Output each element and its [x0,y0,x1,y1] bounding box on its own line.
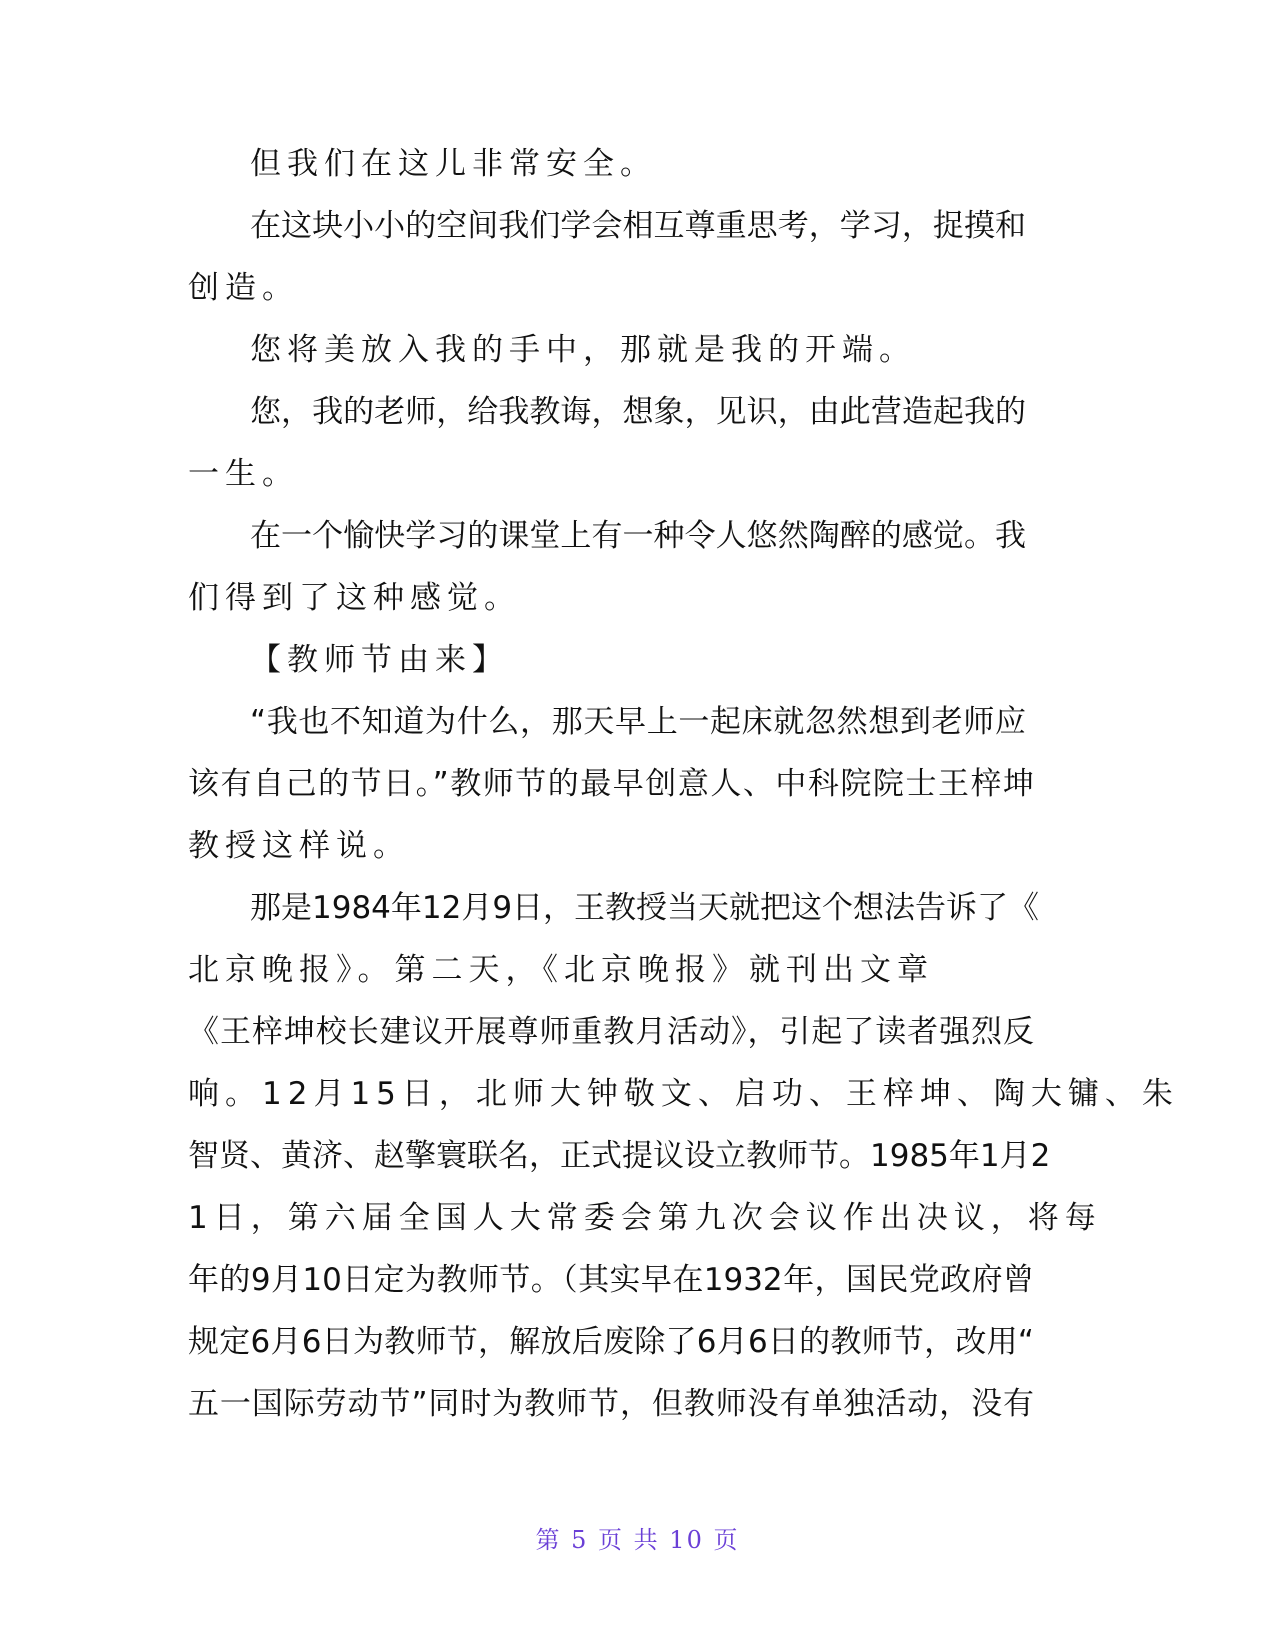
text-line: 响。12月15日，北师大钟敬文、启功、王梓坤、陶大镛、朱 [188,1076,1179,1112]
text-line: 创造。 [188,270,299,306]
text-line: 您，我的老师，给我教诲，想象，见识，由此营造起我的 [250,394,1026,430]
text-line: 您将美放入我的手中，那就是我的开端。 [250,332,916,368]
text-line: “我也不知道为什么，那天早上一起床就忽然想到老师应 [250,704,1026,740]
page-number-footer: 第 5 页 共 10 页 [535,1526,740,1554]
text-line: 一生。 [188,456,299,492]
text-line: 北京晚报》。第二天，《北京晚报》就刊出文章 [188,952,934,988]
text-line: 1日，第六届全国人大常委会第九次会议作出决议，将每 [188,1200,1102,1236]
text-line: 教授这样说。 [188,828,410,864]
text-line: 规定6月6日为教师节，解放后废除了6月6日的教师节，改用“ [188,1324,1034,1360]
text-line: 该有自己的节日。”教师节的最早创意人、中科院院士王梓坤 [188,766,1034,802]
text-line: 但我们在这儿非常安全。 [250,146,657,182]
text-line: 那是1984年12月9日，王教授当天就把这个想法告诉了《 [250,890,1040,926]
text-line: 们得到了这种感觉。 [188,580,521,616]
section-heading: 【教师节由来】 [250,642,509,678]
text-line: 五一国际劳动节”同时为教师节，但教师没有单独活动，没有 [188,1386,1034,1422]
text-line: 《王梓坤校长建议开展尊师重教月活动》，引起了读者强烈反 [188,1014,1034,1050]
text-line: 智贤、黄济、赵擎寰联名，正式提议设立教师节。1985年1月2 [188,1138,1051,1174]
text-line: 年的9月10日定为教师节。（其实早在1932年，国民党政府曾 [188,1262,1034,1298]
text-line: 在一个愉快学习的课堂上有一种令人悠然陶醉的感觉。我 [250,518,1026,554]
text-line: 在这块小小的空间我们学会相互尊重思考，学习，捉摸和 [250,208,1026,244]
